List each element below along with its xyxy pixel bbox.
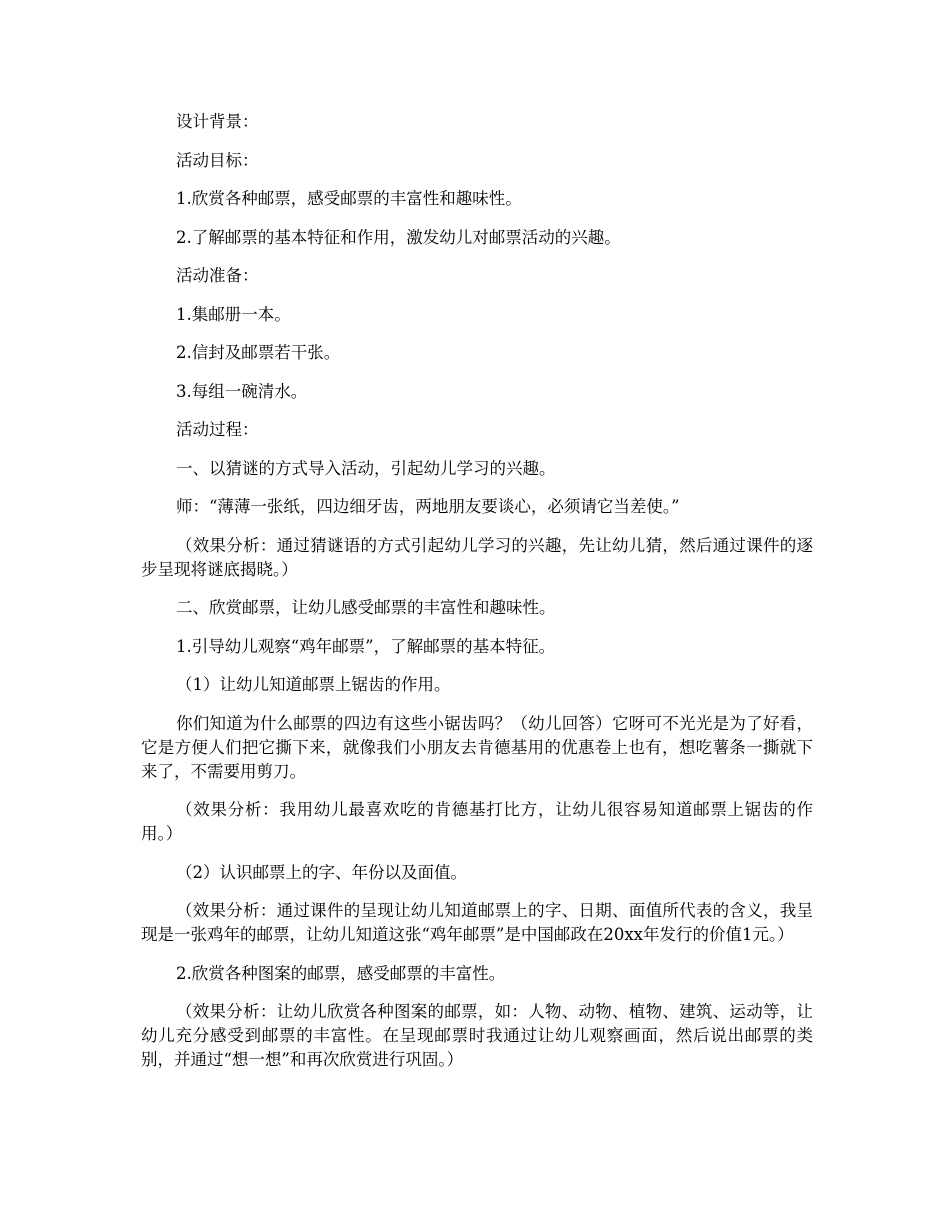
document-body — [141, 110, 813, 1087]
paragraph-design-background: 设计背景： — [176, 112, 259, 131]
paragraph-goal-2: 2.了解邮票的基本特征和作用，激发幼儿对邮票活动的兴趣。 — [176, 227, 621, 247]
paragraph-step-2-1: 1.引导幼儿观察“鸡年邮票”，了解邮票的基本特征。 — [176, 636, 556, 656]
paragraph-analysis-4: （效果分析：让幼儿欣赏各种图案的邮票，如：人物、动物、植物、建筑、运动等，让幼儿充分感受到邮票的丰富性。在呈现邮票时我通过让幼儿观察画面，然后说出邮票的类别，并通过“想一想”和再次欣赏进行巩固。） — [141, 1002, 813, 1069]
paragraph-step-1: 一、以猜谜的方式导入活动，引起幼儿学习的兴趣。 — [176, 458, 556, 478]
paragraph-step-2-1-b: （2）认识邮票上的字、年份以及面值。 — [176, 862, 467, 882]
paragraph-prep-2: 2.信封及邮票若干张。 — [176, 343, 341, 362]
paragraph-prep-1: 1.集邮册一本。 — [176, 304, 291, 324]
paragraph-analysis-1: （效果分析：通过猜谜语的方式引起幼儿学习的兴趣，先让幼儿猜，然后通过课件的逐步呈现将谜底揭晓。） — [141, 535, 813, 579]
paragraph-analysis-3: （效果分析：通过课件的呈现让幼儿知道邮票上的字、日期、面值所代表的含义，我呈现是一张鸡年的邮票，让幼儿知道这张“鸡年邮票”是中国邮政在20xx年发行的价值1元。） — [141, 901, 813, 944]
paragraph-activity-goals-heading: 活动目标： — [176, 150, 259, 170]
paragraph-preparation-heading: 活动准备： — [176, 266, 259, 285]
paragraph-process-heading: 活动过程： — [176, 420, 259, 439]
paragraph-prep-3: 3.每组一碗清水。 — [176, 381, 308, 401]
paragraph-step-2: 二、欣赏邮票，让幼儿感受邮票的丰富性和趣味性。 — [176, 598, 556, 617]
paragraph-analysis-2: （效果分析：我用幼儿最喜欢吃的肯德基打比方，让幼儿很容易知道邮票上锯齿的作用。） — [141, 800, 813, 843]
paragraph-riddle: 师：“薄薄一张纸，四边细牙齿，两地朋友要谈心，必须请它当差使。” — [176, 497, 680, 516]
paragraph-step-2-1-a: （1）让幼儿知道邮票上锯齿的作用。 — [176, 675, 451, 694]
paragraph-step-2-2: 2.欣赏各种图案的邮票，感受邮票的丰富性。 — [176, 963, 506, 983]
paragraph-goal-1: 1.欣赏各种邮票，感受邮票的丰富性和趣味性。 — [176, 189, 522, 208]
paragraph-sawtooth-explanation: 你们知道为什么邮票的四边有这些小锯齿吗？（幼儿回答）它呀可不光光是为了好看，它是方便人们把它撕下来，就像我们小朋友去肯德基用的优惠卷上也有，想吃薯条一撕就下来了，不需要用剪刀。 — [141, 713, 813, 781]
